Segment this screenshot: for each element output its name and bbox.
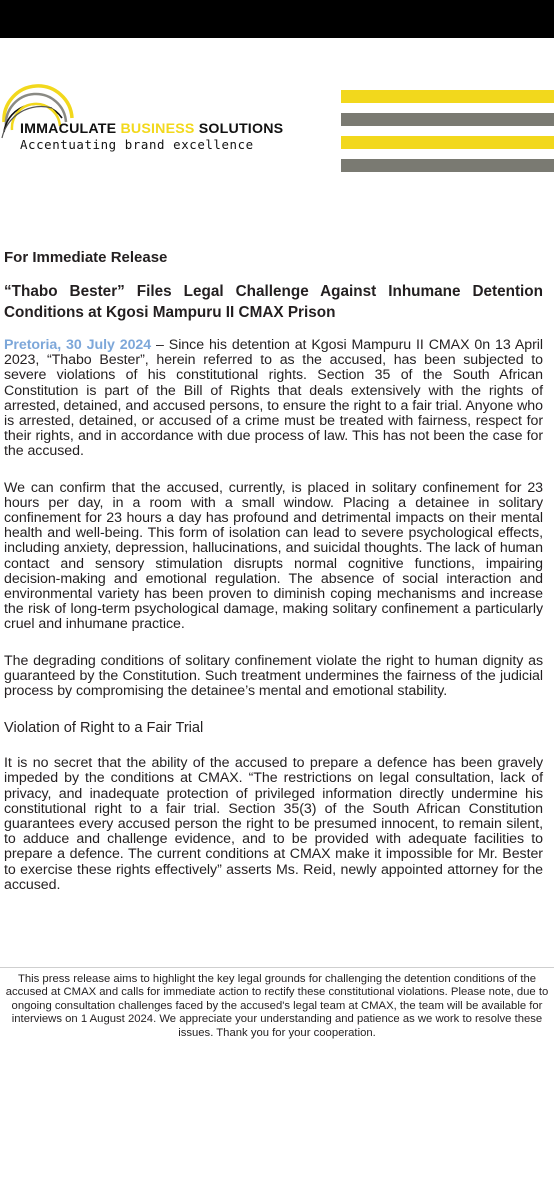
release-headline: “Thabo Bester” Files Legal Challenge Against Inhumane Detention Conditions at Kgosi Mampuru II CMAX Prison — [4, 283, 543, 321]
press-release-body — [4, 246, 543, 893]
footer-divider — [0, 967, 554, 968]
footer-note: This press release aims to highlight the key legal grounds for challenging the detention conditions of the accused at CMAX and calls for immediate action to rectify these constitutional violations. Please note, due to ongoing consultation challenges faced by the accused's legal team at CMAX, the team will be available for interviews on 1 August 2024. We appreciate your understanding and patience as we work to resolve these issues. Thank you for your cooperation. — [5, 973, 549, 1039]
paragraph-3: The degrading conditions of solitary confinement violate the right to human dignity as guaranteed by the Constitution. Such treatment undermines the fairness of the judicial process by compromising the detainee’s mental and emotional stability. — [4, 652, 543, 700]
brand-tagline: Accentuating brand excellence — [20, 137, 254, 152]
paragraph-4: It is no secret that the ability of the accused to prepare a defence has been gravely impeded by the conditions at CMAX. “The restrictions on legal consultation, lack of privacy, and inadequate protection of privileged information directly undermine his constitutional right to a fair trial. Section 35(3) of the South African Constitution guarantees every accused person the right to be presumed innocent, to remain silent, to adduce and challenge evidence, and to be provided with adequate facilities to prepare a defence. The current conditions at CMAX make it impossible for Mr. Bester to exercise these rights effectively” asserts Ms. Reid, newly appointed attorney for the accused. — [4, 755, 543, 893]
paragraph-2: We can confirm that the accused, currently, is placed in solitary confinement for 23 hours per day, in a room with a small window. Placing a detainee in solitary confinement for 23 hours a day has profound and detrimental impacts on their mental health and well-being. This form of isolation can lead to severe psychological effects, including anxiety, depression, hallucinations, and suicidal thoughts. The lack of human contact and sensory stimulation disrupts normal cognitive functions, impairing decision-making and emotional regulation. The absence of social interaction and environmental variety has been proven to diminish coping mechanisms and increase the risk of long-term psychological damage, making solitary confinement a particularly cruel and inhumane practice. — [4, 479, 543, 633]
brand-name: IMMACULATE BUSINESS SOLUTIONS — [20, 121, 284, 137]
subheading-fair-trial: Violation of Right to a Fair Trial — [4, 720, 204, 737]
dateline: Pretoria, 30 July 2024 — [4, 337, 152, 353]
header-stripe-yellow-1 — [341, 90, 554, 103]
header-stripe-grey-1 — [341, 113, 554, 126]
header-stripe-grey-2 — [341, 159, 554, 172]
paragraph-1: Pretoria, 30 July 2024 – Since his detention at Kgosi Mampuru II CMAX 0n 13 April 2023, “Thabo Bester”, herein referred to as the accused, has been subjected to severe violations of his constitutional rights. Section 35 of the South African Constitution is part of the Bill of Rights that deals extensively with the rights of arrested, detained, and accused persons, to ensure the right to a fair trial. Anyone who is arrested, detained, or accused of a crime must be treated with fairness, respect for their rights, and in accordance with due process of law. This has not been the case for the accused. — [4, 337, 543, 460]
top-black-bar — [0, 0, 554, 38]
release-label: For Immediate Release — [4, 249, 168, 266]
header-stripe-yellow-2 — [341, 136, 554, 149]
